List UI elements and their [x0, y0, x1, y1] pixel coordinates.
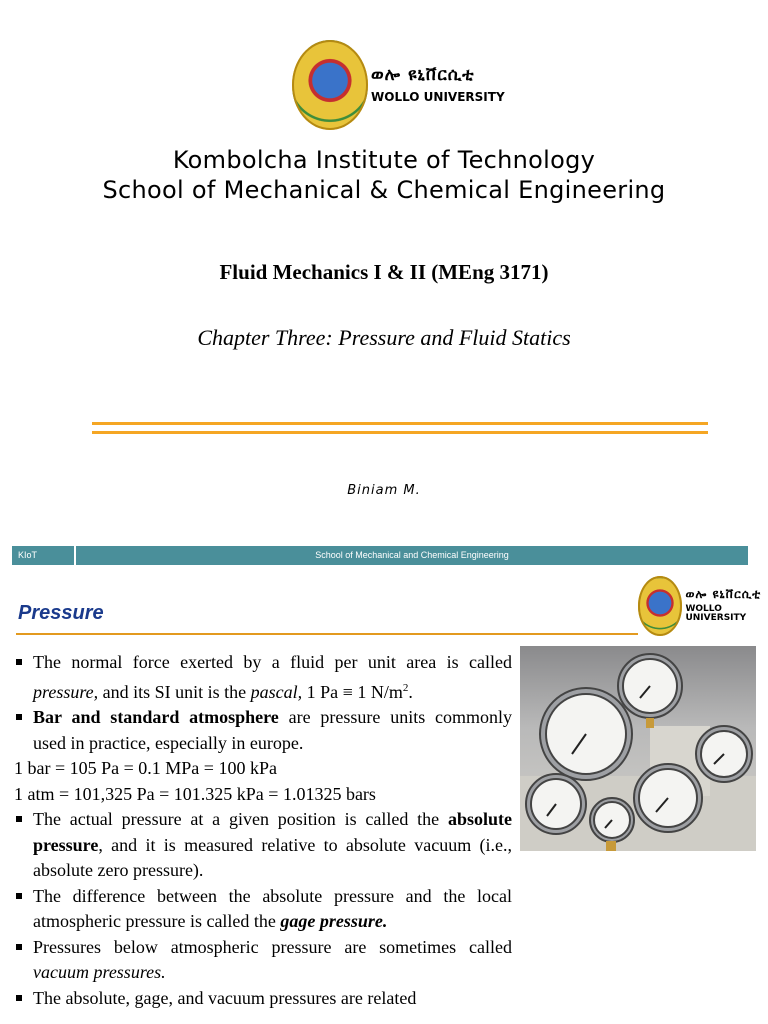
header-school: School of Mechanical and Chemical Engineering: [315, 550, 509, 560]
logo-amharic-text: ወሎ ዩኒቨርሲቲ: [371, 64, 475, 85]
logo-amharic-text: ወሎ ዩኒቨርሲቲ: [685, 587, 762, 602]
divider-line: [92, 431, 708, 434]
bullet-pressure-relation: The absolute, gage, and vacuum pressures are related: [14, 986, 512, 1012]
seal-icon: [292, 40, 368, 130]
author-name: Biniam M.: [347, 483, 421, 498]
school-name: School of Mechanical & Chemical Engineering: [102, 176, 666, 204]
slide-header-bar: [12, 546, 748, 565]
bullet-gage-pressure: The difference between the absolute pressure and the local atmospheric pressure is called the gage pressure.: [14, 884, 512, 935]
logo-english-text: WOLLO UNIVERSITY: [371, 89, 505, 104]
slide-body: [14, 650, 512, 1011]
institute-name: Kombolcha Institute of Technology: [172, 146, 596, 174]
university-logo-small: [638, 576, 768, 636]
university-logo: [292, 40, 505, 130]
bullet-absolute-pressure: The actual pressure at a given position is called the absolute pressure, and it is measured relative to absolute vacuum (i.e., absolute zero pressure).: [14, 807, 512, 884]
bullet-pressure-definition: The normal force exerted by a fluid per unit area is called pressure, and its SI unit is the pascal, 1 Pa ≡ 1 $N/m^2$.: [14, 650, 512, 705]
header-kiot: KIoT: [12, 546, 76, 565]
divider-line: [92, 422, 708, 425]
pressure-gauges-photo: [520, 646, 756, 851]
logo-english-text: WOLLO UNIVERSITY: [685, 603, 747, 624]
bullet-bar-atmosphere: Bar and standard atmosphere are pressure units commonly used in practice, especially in europe.: [14, 705, 512, 756]
chapter-title: Chapter Three: Pressure and Fluid Statics: [197, 325, 571, 350]
conversion-line-atm: 1 atm = 101,325 Pa = 101.325 kPa = 1.01325 bars: [14, 783, 376, 804]
course-title: Fluid Mechanics I & II (MEng 3171): [219, 260, 549, 284]
seal-icon: [638, 576, 682, 636]
conversion-line-bar: 1 bar = 105 Pa = 0.1 MPa = 100 kPa: [14, 758, 277, 778]
gauges-illustration: [520, 646, 756, 851]
bullet-vacuum-pressure: Pressures below atmospheric pressure are sometimes called vacuum pressures.: [14, 935, 512, 986]
title-underline: [16, 633, 638, 635]
slide-title: Pressure: [18, 602, 104, 624]
